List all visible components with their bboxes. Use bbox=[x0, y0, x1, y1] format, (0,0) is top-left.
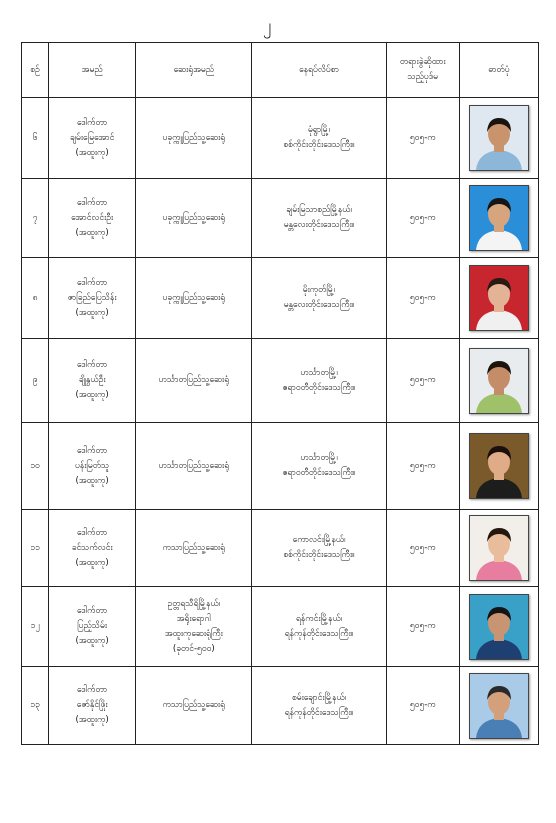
cell-hospital-line: (ခုတင်-၅၀၀) bbox=[172, 643, 215, 654]
cell-photo bbox=[459, 98, 538, 179]
cell-name-line: ချမ်းမြေအောင် bbox=[69, 132, 115, 143]
cell-name bbox=[49, 587, 136, 667]
cell-name bbox=[49, 667, 136, 745]
table-row bbox=[22, 510, 539, 587]
cell-address-line: ဧရာဝတီတိုင်းဒေသကြီး။ bbox=[282, 382, 356, 393]
cell-address-line: ချမ်းမြသာစည်မြို့နယ်၊ bbox=[286, 205, 352, 215]
cell-section: ၅၀၅-က bbox=[386, 339, 459, 423]
cell-no: ၇ bbox=[22, 179, 49, 258]
cell-address-line: မုံရွာမြို့၊ bbox=[307, 125, 331, 135]
cell-section: ၅၀၅-က bbox=[386, 98, 459, 179]
cell-name bbox=[49, 339, 136, 423]
cell-name-line: ဒေါက်တာ bbox=[76, 527, 108, 538]
cell-name-line: ဒေါက်တာ bbox=[76, 277, 108, 288]
portrait-photo bbox=[469, 105, 529, 171]
cell-address-line: မန္တလေးတိုင်းဒေသကြီး။ bbox=[283, 220, 355, 230]
cell-hospital bbox=[136, 339, 252, 423]
cell-section: ၅၀၅-က bbox=[386, 510, 459, 587]
cell-name-line: ဒေါက်တာ bbox=[76, 197, 108, 208]
header-name: အမည် bbox=[49, 43, 136, 98]
table-header-row bbox=[22, 43, 539, 98]
cell-address bbox=[252, 667, 386, 745]
cell-hospital bbox=[136, 179, 252, 258]
header-photo: ဓာတ်ပုံ bbox=[459, 43, 538, 98]
portrait-photo bbox=[469, 348, 529, 414]
cell-name-line: (အထူးကု) bbox=[75, 636, 109, 646]
cell-address-line: ရန်ကင်းမြို့နယ်၊ bbox=[296, 613, 343, 624]
header-section-line: တရားခွဲဆိုထား bbox=[399, 57, 446, 67]
cell-name bbox=[49, 98, 136, 179]
cell-name bbox=[49, 179, 136, 258]
cell-address-line: စမ်းချောင်းမြို့နယ်၊ bbox=[291, 692, 347, 703]
cell-address bbox=[252, 258, 386, 339]
table-row bbox=[22, 339, 539, 423]
portrait-photo bbox=[469, 673, 529, 739]
table-row bbox=[22, 587, 539, 667]
cell-section: ၅၀၅-က bbox=[386, 587, 459, 667]
cell-name bbox=[49, 423, 136, 510]
cell-name-line: အောင်လင်းဦး bbox=[71, 212, 114, 223]
portrait-photo bbox=[469, 515, 529, 581]
cell-no: ၁၂ bbox=[22, 587, 49, 667]
cell-address-line: ရန်ကုန်တိုင်းဒေသကြီး။ bbox=[284, 628, 354, 639]
header-section-line: သည့်ပုဒ်မ bbox=[407, 72, 439, 82]
cell-name-line: (အထူးကု) bbox=[75, 227, 109, 238]
portrait-photo bbox=[469, 265, 529, 331]
cell-name-line: (အထူးကု) bbox=[75, 715, 109, 725]
cell-name-line: ဒေါက်တာ bbox=[76, 445, 108, 456]
cell-address bbox=[252, 179, 386, 258]
table-row bbox=[22, 667, 539, 745]
cell-address-line: ဧရာဝတီတိုင်းဒေသကြီး။ bbox=[282, 468, 356, 478]
cell-name-line: (အထူးကု) bbox=[75, 557, 109, 568]
header-hospital: ဆေးရုံအမည် bbox=[136, 43, 252, 98]
header-section bbox=[386, 43, 459, 98]
cell-hospital-line: ပခုက္ကူပြည်သူ့ဆေးရုံ bbox=[162, 132, 226, 143]
cell-address-line: မိုးကုတ်မြို့၊ bbox=[302, 285, 336, 295]
cell-address bbox=[252, 423, 386, 510]
cell-address bbox=[252, 510, 386, 587]
cell-name-line: ခင်သက်လင်း bbox=[71, 542, 113, 553]
cell-hospital-line: ဟင်္သာတပြည်သူ့ဆေးရုံ bbox=[158, 375, 230, 385]
cell-address bbox=[252, 339, 386, 423]
cell-hospital-line: ကသာပြည်သူ့ဆေးရုံ bbox=[162, 700, 225, 710]
cell-name bbox=[49, 258, 136, 339]
header-address: နေရပ်လိပ်စာ bbox=[252, 43, 386, 98]
cell-address-line: ဟင်္သာတမြို့၊ bbox=[300, 367, 338, 378]
cell-photo bbox=[459, 258, 538, 339]
cell-no: ၉ bbox=[22, 339, 49, 423]
cell-name-line: ဒေါက်တာ bbox=[76, 117, 108, 128]
cell-name-line: ဒေါက်တာ bbox=[76, 685, 108, 695]
cell-address-line: မန္တလေးတိုင်းဒေသကြီး။ bbox=[283, 300, 355, 310]
cell-address-line: ရန်ကုန်တိုင်းဒေသကြီး။ bbox=[284, 707, 354, 718]
cell-hospital-line: ပခုက္ကူပြည်သူ့ဆေးရုံ bbox=[162, 212, 226, 223]
table-row bbox=[22, 258, 539, 339]
portrait-photo bbox=[469, 185, 529, 251]
cell-photo bbox=[459, 339, 538, 423]
doctor-table bbox=[21, 42, 539, 745]
cell-name-line: ဇော်နိုင်ဖြိုး bbox=[76, 700, 108, 710]
cell-photo bbox=[459, 423, 538, 510]
cell-no: ၆ bbox=[22, 98, 49, 179]
cell-name-line: ပန်းမြတ်သူ bbox=[75, 460, 110, 471]
cell-no: ၁၃ bbox=[22, 667, 49, 745]
cell-hospital-line: အရိုးရောဂါ bbox=[176, 613, 211, 624]
cell-section: ၅၀၅-က bbox=[386, 667, 459, 745]
cell-photo bbox=[459, 667, 538, 745]
cell-hospital-line: ဥတ္တရသီရိမြို့နယ်၊ bbox=[167, 598, 221, 609]
portrait-photo bbox=[469, 594, 529, 660]
cell-address bbox=[252, 98, 386, 179]
cell-name-line: (အထူးကု) bbox=[75, 307, 109, 318]
cell-name-line: (အထူးကု) bbox=[75, 390, 109, 400]
cell-address-line: ကောလင်းမြို့နယ်၊ bbox=[292, 535, 346, 545]
cell-no: ၁၁ bbox=[22, 510, 49, 587]
cell-hospital bbox=[136, 258, 252, 339]
cell-hospital bbox=[136, 587, 252, 667]
cell-name bbox=[49, 510, 136, 587]
header-no: စဉ် bbox=[22, 43, 49, 98]
table-row bbox=[22, 98, 539, 179]
cell-hospital bbox=[136, 98, 252, 179]
cell-section: ၅၀၅-က bbox=[386, 179, 459, 258]
cell-hospital-line: ပခုက္ကူပြည်သူ့ဆေးရုံ bbox=[162, 292, 226, 303]
cell-address-line: စစ်ကိုင်းတိုင်းဒေသကြီး။ bbox=[283, 550, 355, 560]
cell-name-line: ချိုနွယ်ဦး bbox=[78, 375, 106, 385]
table-row bbox=[22, 179, 539, 258]
cell-no: ၈ bbox=[22, 258, 49, 339]
cell-section: ၅၀၅-က bbox=[386, 258, 459, 339]
cell-hospital-line: ဟင်္သာတပြည်သူ့ဆေးရုံ bbox=[158, 460, 230, 471]
cell-no: ၁၀ bbox=[22, 423, 49, 510]
page-number: ၂ bbox=[262, 16, 272, 36]
cell-address bbox=[252, 587, 386, 667]
cell-name-line: ဒေါက်တာ bbox=[76, 360, 108, 370]
cell-hospital bbox=[136, 423, 252, 510]
cell-name-line: ပြည့်သိမ်း bbox=[77, 621, 107, 631]
cell-photo bbox=[459, 510, 538, 587]
portrait-photo bbox=[469, 433, 529, 499]
cell-name-line: (အထူးကု) bbox=[75, 475, 109, 486]
table-row bbox=[22, 423, 539, 510]
cell-photo bbox=[459, 179, 538, 258]
cell-address-line: ဟင်္သာတမြို့၊ bbox=[300, 453, 338, 463]
cell-hospital bbox=[136, 510, 252, 587]
cell-name-line: ဒေါက်တာ bbox=[76, 606, 108, 616]
cell-name-line: ဇာခြည်ပြေသိန်း bbox=[67, 292, 117, 303]
cell-address-line: စစ်ကိုင်းတိုင်းဒေသကြီး။ bbox=[283, 140, 355, 150]
cell-name-line: (အထူးကု) bbox=[75, 147, 109, 158]
cell-photo bbox=[459, 587, 538, 667]
cell-hospital bbox=[136, 667, 252, 745]
cell-section: ၅၀၅-က bbox=[386, 423, 459, 510]
cell-hospital-line: အထူးကုဆေးရုံကြီး bbox=[164, 628, 223, 639]
cell-hospital-line: ကသာပြည်သူ့ဆေးရုံ bbox=[162, 542, 225, 553]
